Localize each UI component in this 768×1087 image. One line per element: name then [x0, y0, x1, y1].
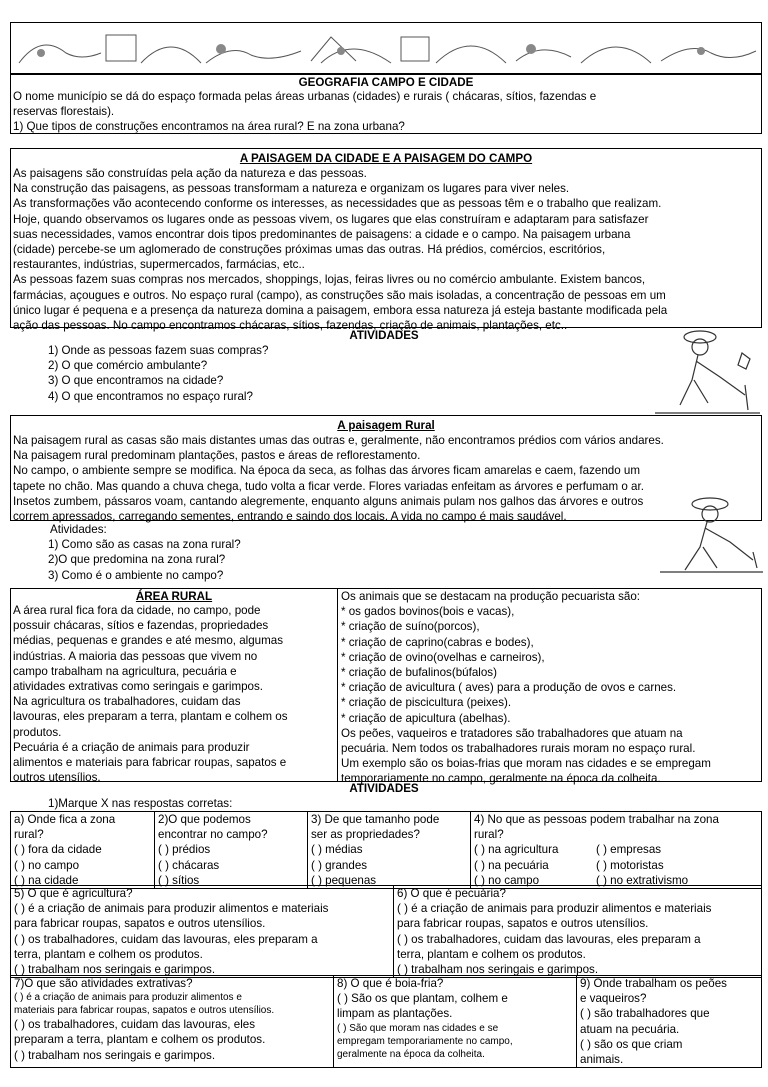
landscape-illustration [11, 23, 761, 73]
activities-list: 1) Onde as pessoas fazem suas compras? 2) O que comércio ambulante? 3) O que encontramos na cidade? 4) O que encontramos no espaço rural? [48, 344, 269, 403]
rural-area-right: Os animais que se destacam na produção pecuarista são: * os gados bovinos(bois e vacas), * criação de suíno(porcos), * criação de caprino(cabras e bodes), * criação de ovino(ovelhas e carneiros), * criação de bufalinos(búfalos) * criação de avicultura ( aves) para a produção de ovos e carnes. * criação de piscicultura (peixes). * criação de apicultura (abelhas). Os peões, vaqueiros e tratadores são trabalhadores que atuam na pecuária. Nem todos os trabalhadores rurais moram no espaço rural. Um exemplo são os boias-frias que moram nas cidades e se empregam temporariamente no campo, geralmente na época da colheita. [341, 590, 711, 786]
section-title: A PAISAGEM DA CIDADE E A PAISAGEM DO CAMPO [239, 152, 533, 165]
question-5: 5) O que é agricultura? ( ) é a criação de animais para produzir alimentos e materiais para fabricar roupas, sapatos e outros utensílios. ( ) os trabalhadores, cuidam das lavouras, eles preparam a terra, plantam e colhem os produtos. ( ) trabalham nos seringais e garimpos. [11, 886, 394, 978]
section-text: Na paisagem rural as casas são mais distantes umas das outras e, geralmente, não encontramos prédios com vários andares. Na paisagem rural predominam plantações, pastos e áreas de reflorestamento. No campo, o ambiente sempre se modifica. Na época da seca, as folhas das árvores ficam amarelas e caem, fazendo um tapete no chão. Mas quando a chuva chega, tudo volta a ficar verde. Flores variadas enfeitam as árvores e perfumam o ar. Insetos zumbem, pássaros voam, cantando alegremente, enquanto alguns animais pulam nos galhos das árvores e outros correm apressados, carregando sementes, entrando e saindo dos locais. A vida no campo é mais saudável. [13, 434, 664, 524]
intro-text: O nome município se dá do espaço formada pelas áreas urbanas (cidades) e rurais ( chácaras, sítios, fazendas e reservas florestais). 1) Que tipos de construções encontramos na área rural? E na zona urbana? [13, 90, 597, 134]
activities-list-2: Atividades: 1) Como são as casas na zona rural? 2)O que predomina na zona rural? 3) Como é o ambiente no campo? [48, 523, 241, 582]
section-title: A paisagem Rural [337, 419, 435, 432]
instruction: 1)Marque X nas respostas corretas: [48, 797, 233, 810]
question-6: 6) O que é pecuária? ( ) é a criação de animais para produzir alimentos e materiais para fabricar roupas, sapatos e outros utensílios. ( ) os trabalhadores, cuidam das lavouras, eles preparam a terra, plantam e colhem os produtos. ( ) trabalham nos seringais e garimpos. [394, 886, 762, 978]
questions-row-1 [10, 811, 762, 889]
activities-title-3: ATIVIDADES [349, 782, 419, 795]
section-title: ÁREA RURAL [135, 590, 213, 603]
question-4: 4) No que as pessoas podem trabalhar na zona rural? ( ) na agricultura ( ) na pecuária ( ) no campo ( ) empresas ( ) motoristas ( ) no extrativismo [471, 812, 762, 889]
header-banner [10, 22, 762, 74]
question-3: 3) De que tamanho pode ser as propriedades? ( ) médias ( ) grandes ( ) pequenas [308, 812, 471, 889]
farmer-hoe-illustration [655, 492, 765, 577]
question-8: 8) O que é boia-fria? ( ) São os que plantam, colhem e limpam as plantações. ( ) São que moram nas cidades e se empregam temporariamente no campo, geralmente na época da colheita. [334, 976, 577, 1068]
intro-box [10, 74, 762, 134]
section-text: As paisagens são construídas pela ação da natureza e das pessoas. Na construção das paisagens, as pessoas transformam a natureza e organizam os lugares para viver neles. As transformações vão acontecendo conforme os interesses, as necessidades que as pessoas têm e o trabalho que realizam. Hoje, quando observamos os lugares onde as pessoas vivem, os lugares que elas construíram e adaptaram para satisfazer suas necessidades, vamos encontrar dois tipos predominantes de paisagens: a cidade e o campo. Na paisagem urbana (cidade) percebe-se um aglomerado de construções próximas umas das outras. Há prédios, comércios, escritórios, restaurantes, indústrias, supermercados, farmácias, etc.. As pessoas fazem suas compras nos mercados, shoppings, lojas, feiras livres ou no comércio ambulante. Existem bancos, farmácias, açougues e outros. No espaço rural (campo), as construções são mais isoladas, a concentração de pessoas em um único lugar é pequena e a presença da natureza domina a paisagem, embora essa natureza já esteja bastante modificada pela ação das pessoas. No campo encontramos chácaras, sítios, fazendas, criação de animais, plantações, etc.. [13, 167, 668, 333]
farmer-illustration [650, 325, 765, 420]
question-2: 2)O que podemos encontrar no campo? ( ) prédios ( ) chácaras ( ) sítios [155, 812, 308, 889]
rural-landscape-box [10, 415, 762, 524]
questions-row-2 [10, 885, 762, 978]
question-1: a) Onde fica a zona rural? ( ) fora da cidade ( ) no campo ( ) na cidade [11, 812, 155, 889]
question-9: 9) Onde trabalham os peões e vaqueiros? ( ) são trabalhadores que atuam na pecuária. ( ) são os que criam animais. [577, 976, 762, 1068]
city-countryside-box [10, 148, 762, 333]
question-7: 7)O que são atividades extrativas? ( ) é a criação de animais para produzir alimentos e materiais para fabricar roupas, sapatos e outros utensílios. ( ) os trabalhadores, cuidam das lavouras, eles preparam a terra, plantam e colhem os produtos. ( ) trabalham nos seringais e garimpos. [11, 976, 334, 1068]
page-title: GEOGRAFIA CAMPO E CIDADE [298, 76, 474, 89]
questions-row-3 [10, 975, 762, 1068]
rural-area-box [10, 588, 762, 786]
rural-area-left: ÁREA RURAL A área rural fica fora da cidade, no campo, pode possuir chácaras, sítios e fazendas, propriedades médias, pequenas e grandes e até mesmo, algumas indústrias. A maioria das pessoas que vivem no campo trabalham na agricultura, pecuária e atividades extrativas como seringais e garimpos. Na agricultura os trabalhadores, cuidam das lavouras, eles preparam a terra, plantam e colhem os produtos. Pecuária é a criação de animais para produzir alimentos e materiais para fabricar roupas, sapatos e outros utensílios. [11, 589, 338, 781]
activities-title: ATIVIDADES [349, 329, 419, 342]
